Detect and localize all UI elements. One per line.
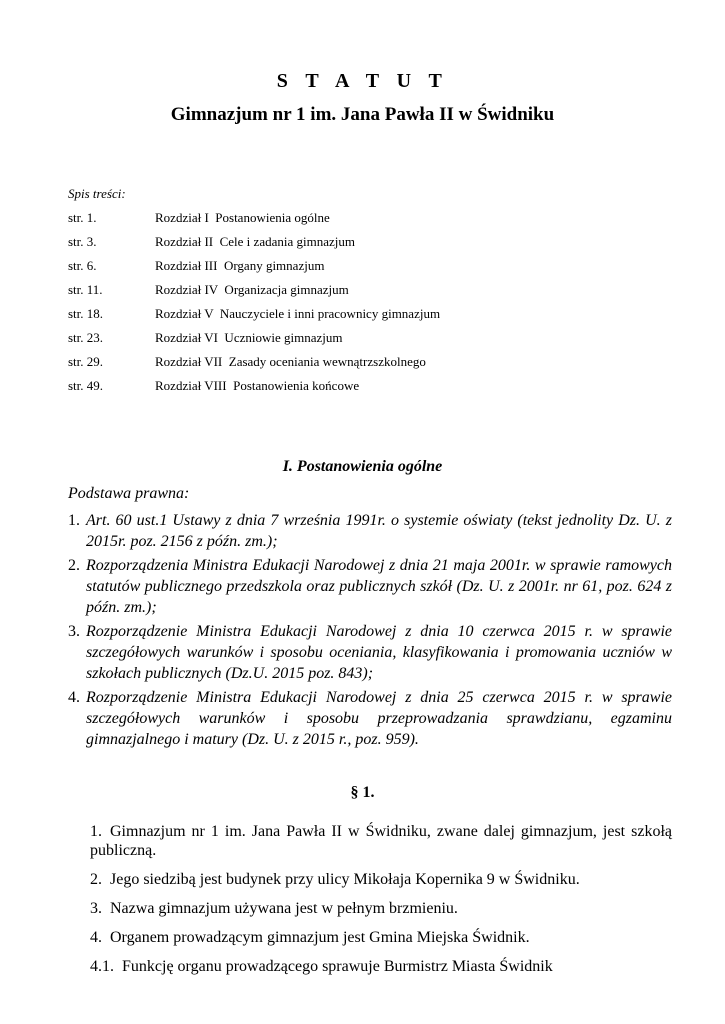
legal-basis-text: Art. 60 ust.1 Ustawy z dnia 7 września 1991r. o systemie oświaty (tekst jednolity Dz. U. z 2015r. poz. 2156 z późn. zm.);: [86, 512, 672, 550]
point-text: Gimnazjum nr 1 im. Jana Pawła II w Świdniku, zwane dalej gimnazjum, jest szkołą publiczną.: [90, 823, 672, 859]
legal-basis-number: 3.: [68, 623, 80, 640]
legal-basis-number: 1.: [68, 512, 80, 529]
toc-heading: Spis treści:: [68, 186, 126, 201]
point-text: Nazwa gimnazjum używana jest w pełnym brzmieniu.: [110, 900, 458, 917]
toc-entry: [68, 378, 668, 402]
toc-entry: [68, 354, 668, 378]
point-text: Funkcję organu prowadzącego sprawuje Burmistrz Miasta Świdnik: [122, 958, 553, 975]
point-number: 1.: [90, 823, 102, 840]
paragraph-mark: § 1.: [350, 784, 375, 801]
paragraph-point: [90, 870, 672, 889]
toc-page-number: str. 11.: [68, 282, 103, 297]
toc-chapter-title: Rozdział VI Uczniowie gimnazjum: [155, 330, 343, 345]
paragraph-points: [90, 822, 672, 986]
toc-entry: [68, 306, 668, 330]
legal-basis-item: [68, 687, 672, 750]
legal-basis-list: [68, 510, 672, 753]
toc-page-number: str. 18.: [68, 306, 104, 321]
toc-chapter-title: Rozdział I Postanowienia ogólne: [155, 210, 330, 225]
paragraph-point: [90, 822, 672, 860]
paragraph-point: [90, 957, 672, 976]
toc-chapter-title: Rozdział V Nauczyciele i inni pracownicy gimnazjum: [155, 306, 441, 321]
document-title: S T A T U T: [276, 70, 449, 92]
toc-chapter-title: Rozdział II Cele i zadania gimnazjum: [155, 234, 355, 249]
point-text: Organem prowadzącym gimnazjum jest Gmina Miejska Świdnik.: [110, 929, 530, 946]
toc-page-number: str. 49.: [68, 378, 104, 393]
toc-entry: [68, 210, 668, 234]
paragraph-point: [90, 928, 672, 947]
toc-entry: [68, 258, 668, 282]
legal-basis-label: Podstawa prawna:: [68, 485, 190, 502]
legal-basis-item: [68, 555, 672, 618]
point-number: 3.: [90, 900, 102, 917]
toc-chapter-title: Rozdział III Organy gimnazjum: [155, 258, 325, 273]
legal-basis-item: [68, 510, 672, 552]
toc-page-number: str. 29.: [68, 354, 104, 369]
legal-basis-number: 4.: [68, 689, 80, 706]
toc-entry: [68, 282, 668, 306]
section-heading: I. Postanowienia ogólne: [282, 458, 443, 475]
point-number: 2.: [90, 871, 102, 888]
toc-page-number: str. 3.: [68, 234, 97, 249]
toc-page-number: str. 23.: [68, 330, 104, 345]
legal-basis-text: Rozporządzenie Ministra Edukacji Narodowej z dnia 25 czerwca 2015 r. w sprawie szczegółowych warunków i sposobu przeprowadzania sprawdzianu, egzaminu gimnazjalnego i matury (Dz. U. z 2015 r., poz. 959).: [86, 689, 672, 748]
legal-basis-number: 2.: [68, 557, 80, 574]
toc-chapter-title: Rozdział VIII Postanowienia końcowe: [155, 378, 360, 393]
toc-page-number: str. 6.: [68, 258, 97, 273]
toc-page-number: str. 1.: [68, 210, 97, 225]
toc-chapter-title: Rozdział VII Zasady oceniania wewnątrzszkolnego: [155, 354, 426, 369]
toc-entry: [68, 234, 668, 258]
point-number: 4.1.: [90, 958, 114, 975]
document-subtitle: Gimnazjum nr 1 im. Jana Pawła II w Świdniku: [170, 104, 555, 125]
toc-chapter-title: Rozdział IV Organizacja gimnazjum: [155, 282, 349, 297]
toc-entry: [68, 330, 668, 354]
paragraph-point: [90, 899, 672, 918]
table-of-contents: [68, 210, 668, 402]
point-text: Jego siedzibą jest budynek przy ulicy Mikołaja Kopernika 9 w Świdniku.: [110, 871, 580, 888]
legal-basis-item: [68, 621, 672, 684]
legal-basis-text: Rozporządzenie Ministra Edukacji Narodowej z dnia 10 czerwca 2015 r. w sprawie szczegółowych warunków i sposobu oceniania, klasyfikowania i promowania uczniów w szkołach publicznych (Dz.U. 2015 poz. 843);: [86, 623, 672, 682]
point-number: 4.: [90, 929, 102, 946]
legal-basis-text: Rozporządzenia Ministra Edukacji Narodowej z dnia 21 maja 2001r. w sprawie ramowych statutów publicznego przedszkola oraz publicznych szkół (Dz. U. z 2001r. nr 61, poz. 624 z późn. zm.);: [86, 557, 672, 616]
